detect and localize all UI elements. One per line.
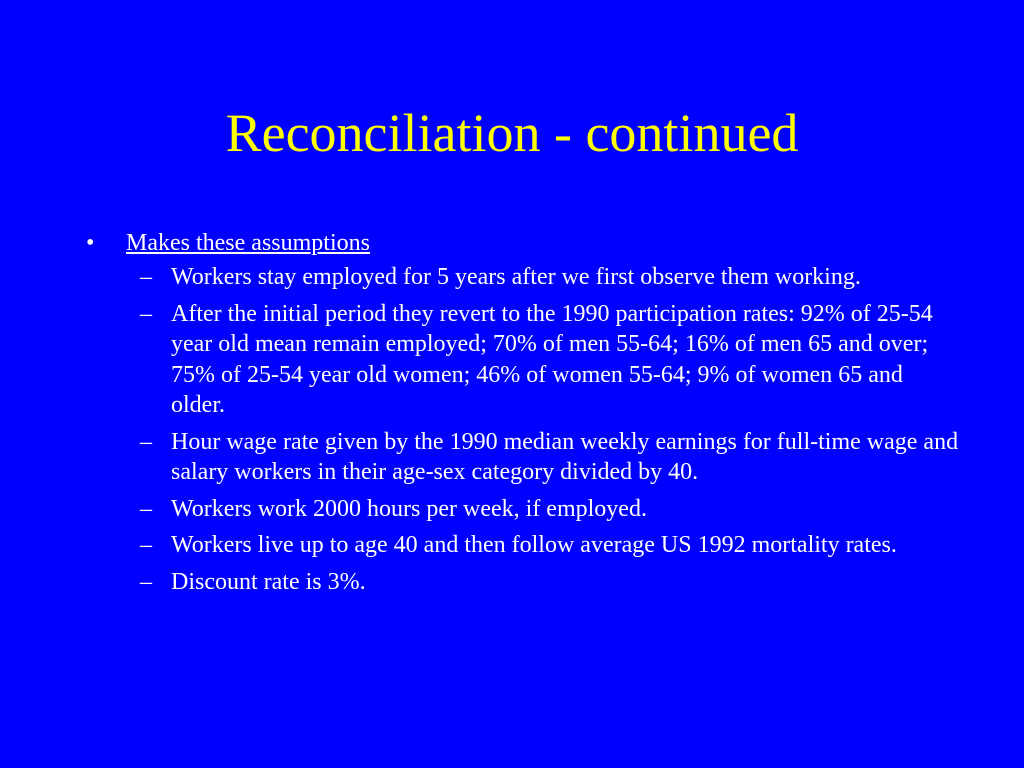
sub-bullet-text: Discount rate is 3%. <box>171 568 366 595</box>
slide-title: Reconciliation - continued <box>225 103 799 163</box>
sub-bullet-item <box>80 494 960 525</box>
sub-bullet-item <box>80 530 960 561</box>
sub-bullet-text: Workers work 2000 hours per week, if employed. <box>171 495 647 522</box>
sub-bullet-item <box>80 299 960 421</box>
dash-marker: – <box>140 300 152 327</box>
main-bullet <box>80 228 960 258</box>
sub-bullet-text: Workers stay employed for 5 years after we first observe them working. <box>171 264 861 290</box>
sub-bullet-list <box>80 262 960 597</box>
dash-marker: – <box>140 428 152 455</box>
sub-bullet-item <box>80 262 960 293</box>
sub-bullet-item <box>80 567 960 598</box>
dash-marker: – <box>140 264 152 290</box>
sub-bullet-text: After the initial period they revert to the 1990 participation rates: 92% of 25-54 year old mean remain employed; 70% of men 55-64; 16% of men 65 and over; 75% of 25-54 year old women; 46% of women 55-64; 9% of women 65 and older. <box>171 300 933 418</box>
sub-bullet-text: Hour wage rate given by the 1990 median weekly earnings for full-time wage and salary workers in their age-sex category divided by 40. <box>171 428 959 485</box>
bullet-marker: • <box>86 230 95 256</box>
dash-marker: – <box>140 568 152 595</box>
sub-bullet-item <box>80 427 960 488</box>
sub-bullet-text: Workers live up to age 40 and then follow average US 1992 mortality rates. <box>171 532 897 558</box>
slide-body <box>80 228 960 603</box>
dash-marker: – <box>140 495 152 522</box>
main-bullet-text: Makes these assumptions <box>126 230 370 256</box>
dash-marker: – <box>140 532 152 558</box>
